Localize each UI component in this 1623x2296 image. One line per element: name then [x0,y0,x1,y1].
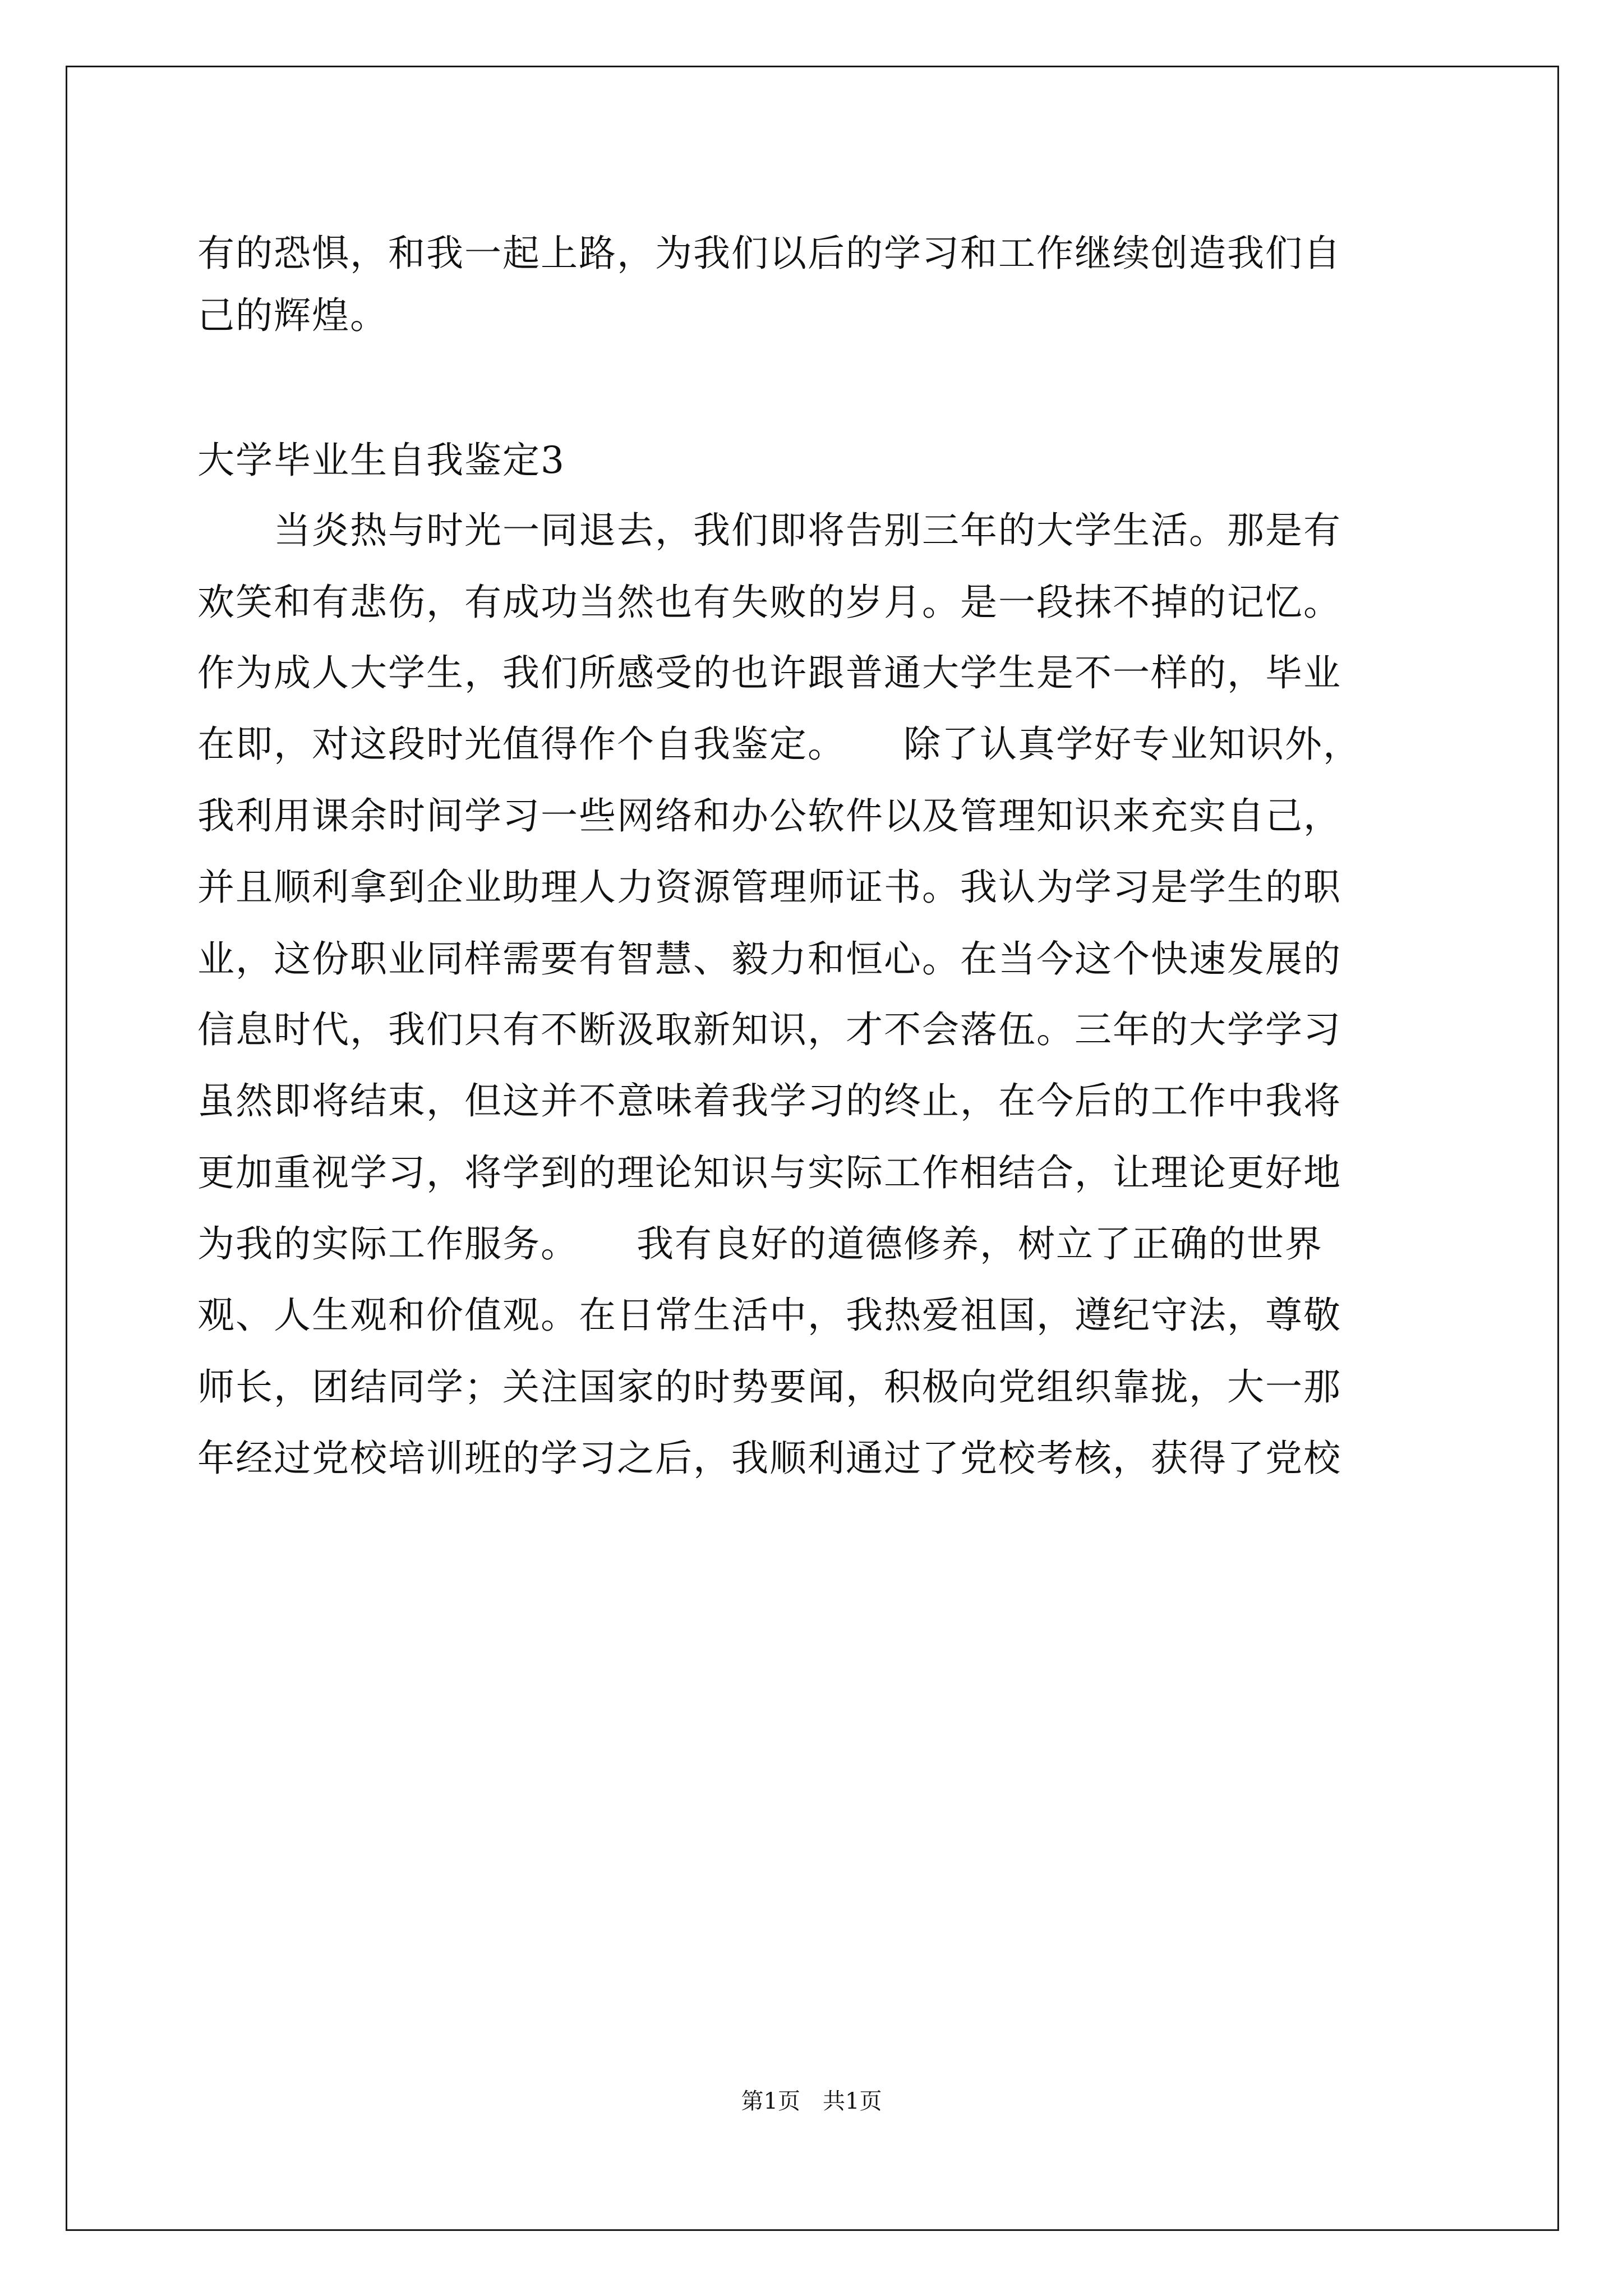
paragraph-line: 欢笑和有悲伤，有成功当然也有失败的岁月。是一段抹不掉的记忆。 [197,581,1341,624]
paragraph-line: 为我的实际工作服务。 我有良好的道德修养，树立了正确的世界 [197,1222,1323,1266]
paragraph-line: 年经过党校培训班的学习之后，我顺利通过了党校考核，获得了党校 [197,1437,1341,1480]
paragraph-line: 更加重视学习，将学到的理论知识与实际工作相结合，让理论更好地 [197,1151,1341,1194]
paragraph-line: 我利用课余时间学习一些网络和办公软件以及管理知识来充实自己， [197,794,1341,838]
paragraph-line: 信息时代，我们只有不断汲取新知识，才不会落伍。三年的大学学习 [197,1008,1341,1051]
paragraph-line: 当炎热与时光一同退去，我们即将告别三年的大学生活。那是有 [197,509,1341,552]
paragraph-line: 并且顺利拿到企业助理人力资源管理师证书。我认为学习是学生的职 [197,866,1341,909]
paragraph-line: 作为成人大学生，我们所感受的也许跟普通大学生是不一样的，毕业 [197,651,1341,694]
paragraph-line: 有的恐惧，和我一起上路，为我们以后的学习和工作继续创造我们自 [197,232,1341,275]
page-footer: 第1页 共1页 [741,2088,882,2114]
paragraph-line: 业，这份职业同样需要有智慧、毅力和恒心。在当今这个快速发展的 [197,937,1341,981]
paragraph-line: 己的辉煌。 [197,294,388,337]
paragraph-line: 在即，对这段时光值得作个自我鉴定。 除了认真学好专业知识外， [197,723,1361,766]
paragraph-line: 观、人生观和价值观。在日常生活中，我热爱祖国，遵纪守法，尊敬 [197,1294,1341,1337]
section-heading: 大学毕业生自我鉴定3 [197,439,565,482]
paragraph-line: 虽然即将结束，但这并不意味着我学习的终止，在今后的工作中我将 [197,1079,1341,1122]
paragraph-line: 师长，团结同学；关注国家的时势要闻，积极向党组织靠拢，大一那 [197,1365,1341,1409]
